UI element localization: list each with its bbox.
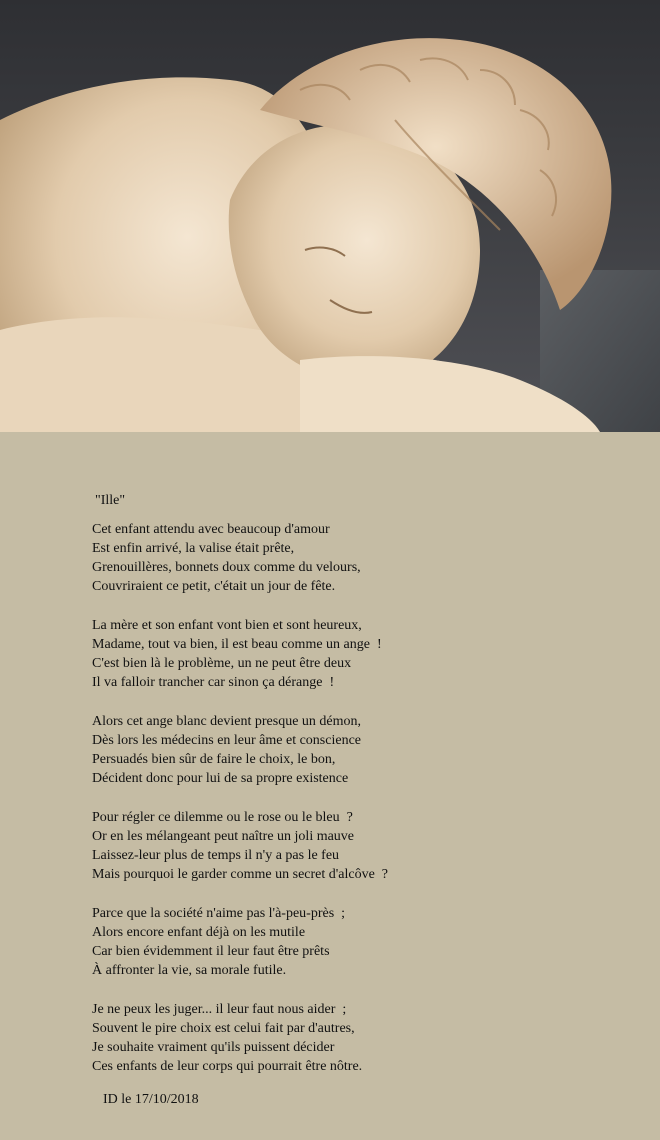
stanza bbox=[92, 904, 388, 980]
poem-line: À affronter la vie, sa morale futile. bbox=[92, 963, 287, 978]
poem-line: Cet enfant attendu avec beaucoup d'amour bbox=[92, 522, 330, 537]
poem-line: Est enfin arrivé, la valise était prête, bbox=[92, 541, 295, 556]
sleeping-statue-icon bbox=[0, 0, 660, 432]
stanza bbox=[92, 520, 388, 596]
poem-line: C'est bien là le problème, un ne peut être deux bbox=[92, 656, 352, 671]
poem-line: Laissez-leur plus de temps il n'y a pas le feu bbox=[92, 848, 340, 863]
stanza bbox=[92, 1000, 388, 1076]
poem-line: La mère et son enfant vont bien et sont heureux, bbox=[92, 618, 362, 633]
stanza bbox=[92, 616, 388, 692]
poem-line: Persuadés bien sûr de faire le choix, le bon, bbox=[92, 752, 336, 767]
poem-signature: ID le 17/10/2018 bbox=[103, 1092, 199, 1107]
stanza bbox=[92, 712, 388, 788]
poem-line: Grenouillères, bonnets doux comme du velours, bbox=[92, 560, 361, 575]
poem-line: Car bien évidemment il leur faut être prêts bbox=[92, 944, 330, 959]
poem-line: Je souhaite vraiment qu'ils puissent décider bbox=[92, 1040, 335, 1055]
poem-stanzas bbox=[92, 520, 388, 1096]
statue-photo bbox=[0, 0, 660, 432]
poem bbox=[0, 432, 660, 1140]
poem-line: Couvriraient ce petit, c'était un jour de fête. bbox=[92, 579, 336, 594]
poem-line: Alors cet ange blanc devient presque un démon, bbox=[92, 714, 362, 729]
poem-line: Je ne peux les juger... il leur faut nous aider ; bbox=[92, 1002, 347, 1017]
poem-line: Décident donc pour lui de sa propre existence bbox=[92, 771, 349, 786]
poem-line: Il va falloir trancher car sinon ça dérange ! bbox=[92, 675, 335, 690]
poem-line: Madame, tout va bien, il est beau comme un ange ! bbox=[92, 637, 382, 652]
poem-line: Or en les mélangeant peut naître un joli mauve bbox=[92, 829, 355, 844]
poem-line: Parce que la société n'aime pas l'à-peu-près ; bbox=[92, 906, 346, 921]
stanza bbox=[92, 808, 388, 884]
poem-line: Pour régler ce dilemme ou le rose ou le bleu ? bbox=[92, 810, 353, 825]
poem-line: Alors encore enfant déjà on les mutile bbox=[92, 925, 306, 940]
poem-title: "Ille" bbox=[95, 493, 126, 508]
poem-line: Ces enfants de leur corps qui pourrait être nôtre. bbox=[92, 1059, 363, 1074]
poem-line: Dès lors les médecins en leur âme et conscience bbox=[92, 733, 362, 748]
poem-line: Mais pourquoi le garder comme un secret d'alcôve ? bbox=[92, 867, 389, 882]
poem-line: Souvent le pire choix est celui fait par d'autres, bbox=[92, 1021, 355, 1036]
